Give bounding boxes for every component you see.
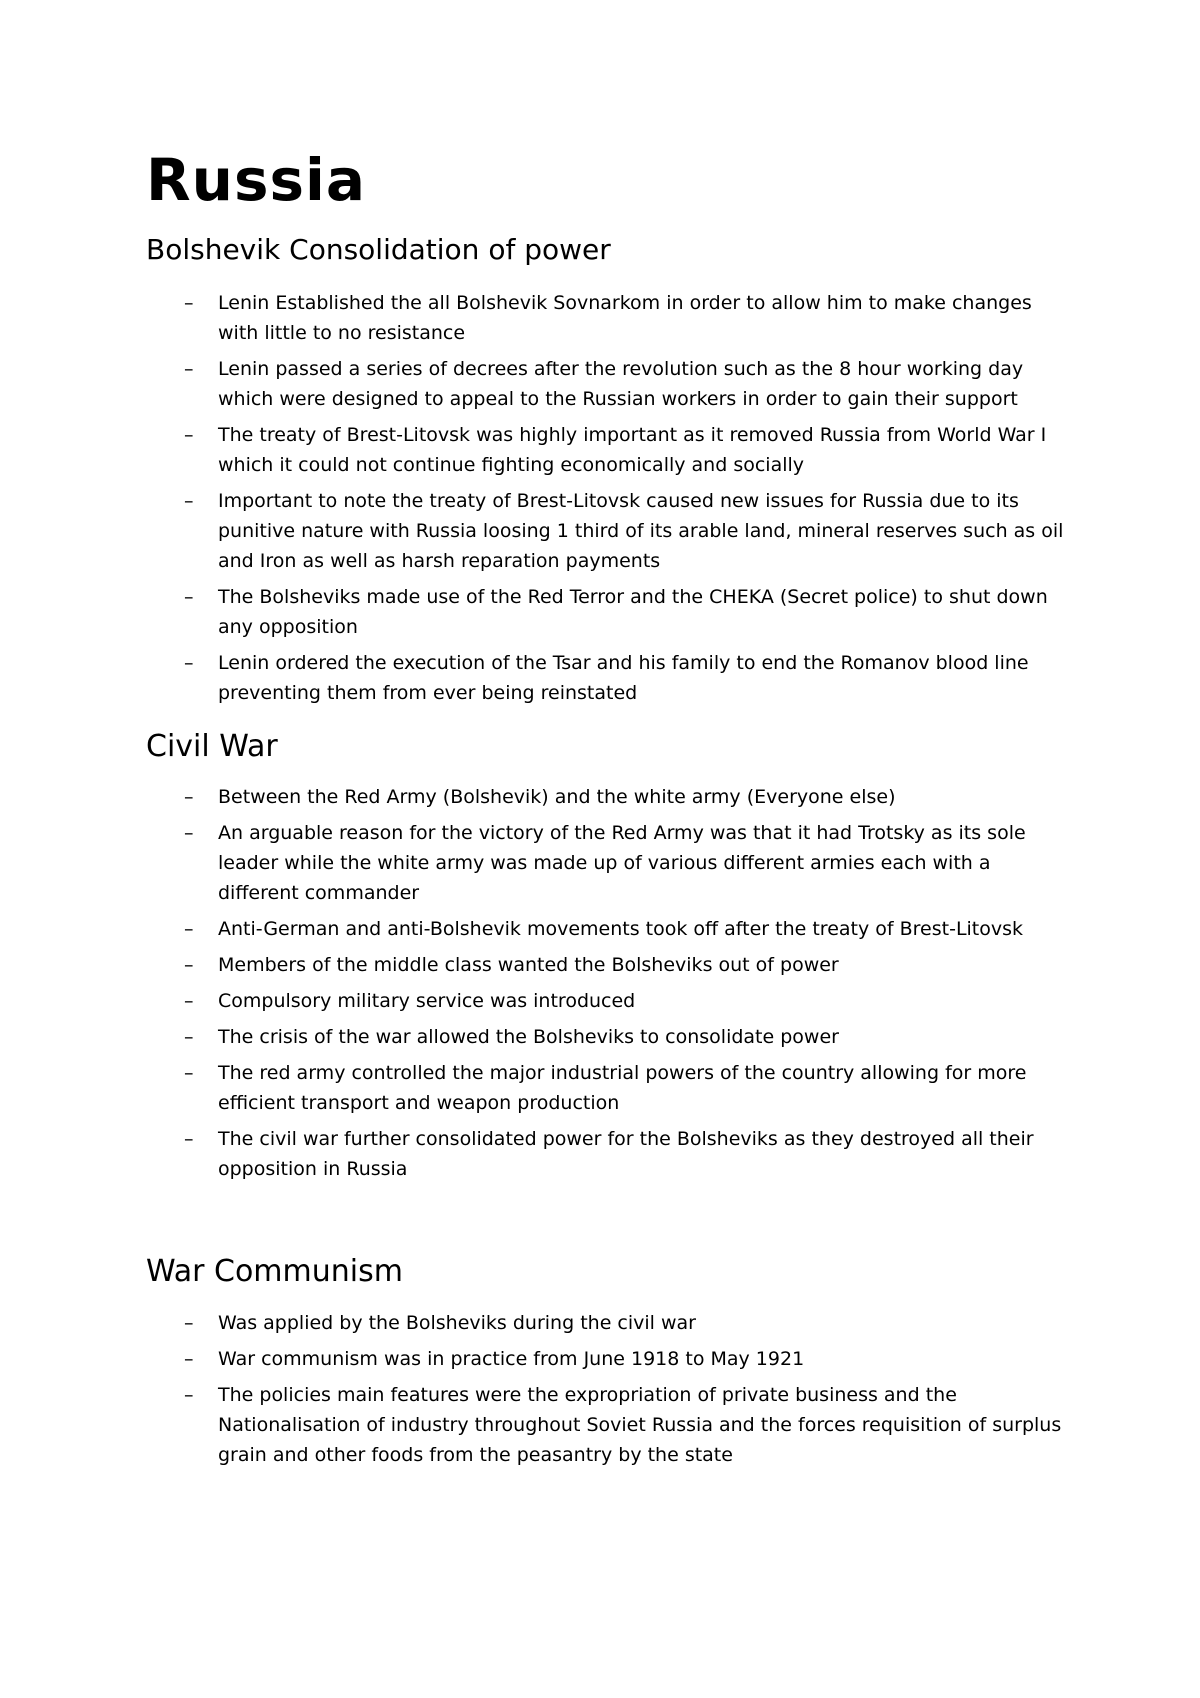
list-item bbox=[146, 486, 1076, 576]
list-item-text: Members of the middle class wanted the Bolsheviks out of power bbox=[218, 954, 839, 976]
bullet-dash: – bbox=[184, 424, 194, 446]
list-item bbox=[146, 1058, 1076, 1118]
list-item-text: The Bolsheviks made use of the Red Terror and the CHEKA (Secret police) to shut down any opposition bbox=[218, 586, 1048, 638]
bullet-dash: – bbox=[184, 1312, 194, 1334]
list-item bbox=[146, 1344, 1076, 1374]
list-item-text: Important to note the treaty of Brest-Litovsk caused new issues for Russia due to its punitive nature with Russia loosing 1 third of its arable land, mineral reserves such as oil and Iron as well as harsh reparation payments bbox=[218, 490, 1064, 572]
list-item bbox=[146, 1380, 1076, 1470]
bullet-dash: – bbox=[184, 1026, 194, 1048]
list-item-text: Between the Red Army (Bolshevik) and the white army (Everyone else) bbox=[218, 786, 896, 808]
bullet-dash: – bbox=[184, 490, 194, 512]
list-item-text: The red army controlled the major industrial powers of the country allowing for more efficient transport and weapon production bbox=[218, 1062, 1027, 1114]
list-item bbox=[146, 818, 1076, 908]
list-item bbox=[146, 986, 1076, 1016]
list-item bbox=[146, 420, 1076, 480]
list-item bbox=[146, 1022, 1076, 1052]
list-item bbox=[146, 1124, 1076, 1184]
bullet-dash: – bbox=[184, 786, 194, 808]
bullet-dash: – bbox=[184, 1384, 194, 1406]
list-item-text: Lenin Established the all Bolshevik Sovnarkom in order to allow him to make changes with little to no resistance bbox=[218, 292, 1032, 344]
bullet-dash: – bbox=[184, 292, 194, 314]
list-item-text: An arguable reason for the victory of the Red Army was that it had Trotsky as its sole leader while the white army was made up of various different armies each with a different commander bbox=[218, 822, 1026, 904]
list-item-text: Anti-German and anti-Bolshevik movements took off after the treaty of Brest-Litovsk bbox=[218, 918, 1024, 940]
bullet-dash: – bbox=[184, 990, 194, 1012]
list-item bbox=[146, 288, 1076, 348]
list-item-text: The policies main features were the expropriation of private business and the Nationalisation of industry throughout Soviet Russia and the forces requisition of surplus grain and other foods from the peasantry by the state bbox=[218, 1384, 1062, 1466]
bullet-list-bolshevik-consolidation bbox=[146, 288, 1076, 714]
list-item-text: Was applied by the Bolsheviks during the civil war bbox=[218, 1312, 696, 1334]
list-item bbox=[146, 354, 1076, 414]
list-item-text: Compulsory military service was introduced bbox=[218, 990, 636, 1012]
list-item-text: The civil war further consolidated power for the Bolsheviks as they destroyed all their opposition in Russia bbox=[218, 1128, 1034, 1180]
bullet-dash: – bbox=[184, 918, 194, 940]
bullet-dash: – bbox=[184, 358, 194, 380]
bullet-dash: – bbox=[184, 1128, 194, 1150]
bullet-dash: – bbox=[184, 652, 194, 674]
list-item bbox=[146, 648, 1076, 708]
list-item-text: The crisis of the war allowed the Bolsheviks to consolidate power bbox=[218, 1026, 839, 1048]
list-item bbox=[146, 950, 1076, 980]
bullet-dash: – bbox=[184, 586, 194, 608]
section-heading-war-communism: War Communism bbox=[146, 1254, 403, 1289]
list-item-text: War communism was in practice from June 1918 to May 1921 bbox=[218, 1348, 805, 1370]
list-item-text: Lenin ordered the execution of the Tsar and his family to end the Romanov blood line preventing them from ever being reinstated bbox=[218, 652, 1029, 704]
document-title: Russia bbox=[146, 146, 367, 214]
list-item bbox=[146, 782, 1076, 812]
list-item bbox=[146, 914, 1076, 944]
list-item-text: Lenin passed a series of decrees after the revolution such as the 8 hour working day which were designed to appeal to the Russian workers in order to gain their support bbox=[218, 358, 1024, 410]
bullet-dash: – bbox=[184, 822, 194, 844]
bullet-dash: – bbox=[184, 1348, 194, 1370]
section-heading-civil-war: Civil War bbox=[146, 729, 278, 764]
section-heading-bolshevik-consolidation: Bolshevik Consolidation of power bbox=[146, 233, 611, 266]
bullet-list-civil-war bbox=[146, 782, 1076, 1190]
list-item bbox=[146, 1308, 1076, 1338]
bullet-dash: – bbox=[184, 954, 194, 976]
bullet-dash: – bbox=[184, 1062, 194, 1084]
list-item-text: The treaty of Brest-Litovsk was highly important as it removed Russia from World War I which it could not continue fighting economically and socially bbox=[218, 424, 1047, 476]
bullet-list-war-communism bbox=[146, 1308, 1076, 1476]
list-item bbox=[146, 582, 1076, 642]
